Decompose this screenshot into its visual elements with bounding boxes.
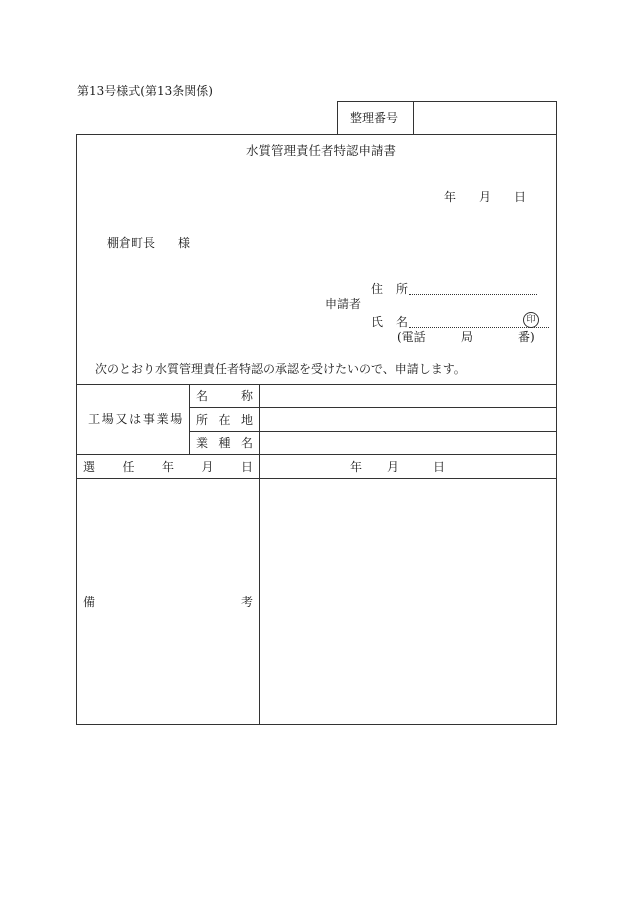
addressee-name: 棚倉町長 (107, 236, 156, 250)
statement: 次のとおり水質管理責任者特認の承認を受けたいので、申請します。 (95, 362, 466, 376)
remarks-label: 備 考 (83, 595, 253, 609)
address-label-2: 所 (396, 282, 409, 296)
factory-label-char: 場 (170, 412, 183, 426)
address-label-1: 住 (371, 282, 384, 296)
seal-icon: 印 (523, 312, 539, 328)
factory-name-field[interactable] (260, 385, 556, 407)
remarks-field[interactable] (260, 479, 556, 724)
form-title: 水質管理責任者特認申請書 (246, 143, 397, 158)
factory-label-char: 又 (115, 412, 128, 426)
appointment-label: 選 任 年 月 日 (83, 460, 253, 474)
factory-label-char: 業 (156, 412, 169, 426)
name-label-2: 名 (396, 315, 409, 329)
factory-label-char: 場 (101, 412, 114, 426)
table-left (76, 134, 77, 725)
factory-industry-field[interactable] (260, 432, 556, 454)
factory-location-field[interactable] (260, 408, 556, 431)
factory-row-name-label: 名 称 (196, 389, 253, 403)
applicant-label: 申請者 (325, 297, 362, 311)
ref-box-right (556, 101, 557, 134)
phone-mid: 局 (461, 330, 474, 344)
phone-open: (電話 (397, 330, 426, 344)
table-bottom (76, 724, 557, 725)
address-field[interactable] (409, 294, 537, 295)
appointment-month: 月 (387, 460, 400, 474)
factory-label-char: 事 (142, 412, 155, 426)
factory-row-location-label: 所 在 地 (196, 413, 253, 427)
factory-row-industry-label: 業 種 名 (196, 436, 253, 450)
ref-box-left (337, 101, 338, 134)
table-top (76, 134, 557, 135)
factory-label-char: 工 (88, 412, 101, 426)
reference-number-field[interactable] (414, 102, 556, 134)
table-right (556, 134, 557, 725)
name-label-1: 氏 (371, 315, 384, 329)
factory-label-char: は (129, 412, 142, 426)
date-year: 年 (444, 190, 457, 204)
reference-number-label: 整理番号 (350, 111, 399, 125)
factory-label-divider (189, 384, 190, 454)
appointment-day: 日 (433, 460, 446, 474)
appointment-year: 年 (350, 460, 363, 474)
phone-close: 番) (518, 330, 535, 344)
form-number: 第13号様式(第13条関係) (77, 84, 213, 98)
addressee-honorific: 様 (178, 236, 191, 250)
factory-label (83, 412, 184, 426)
factory-bottom (76, 454, 557, 455)
date-month: 月 (479, 190, 492, 204)
date-day: 日 (514, 190, 527, 204)
